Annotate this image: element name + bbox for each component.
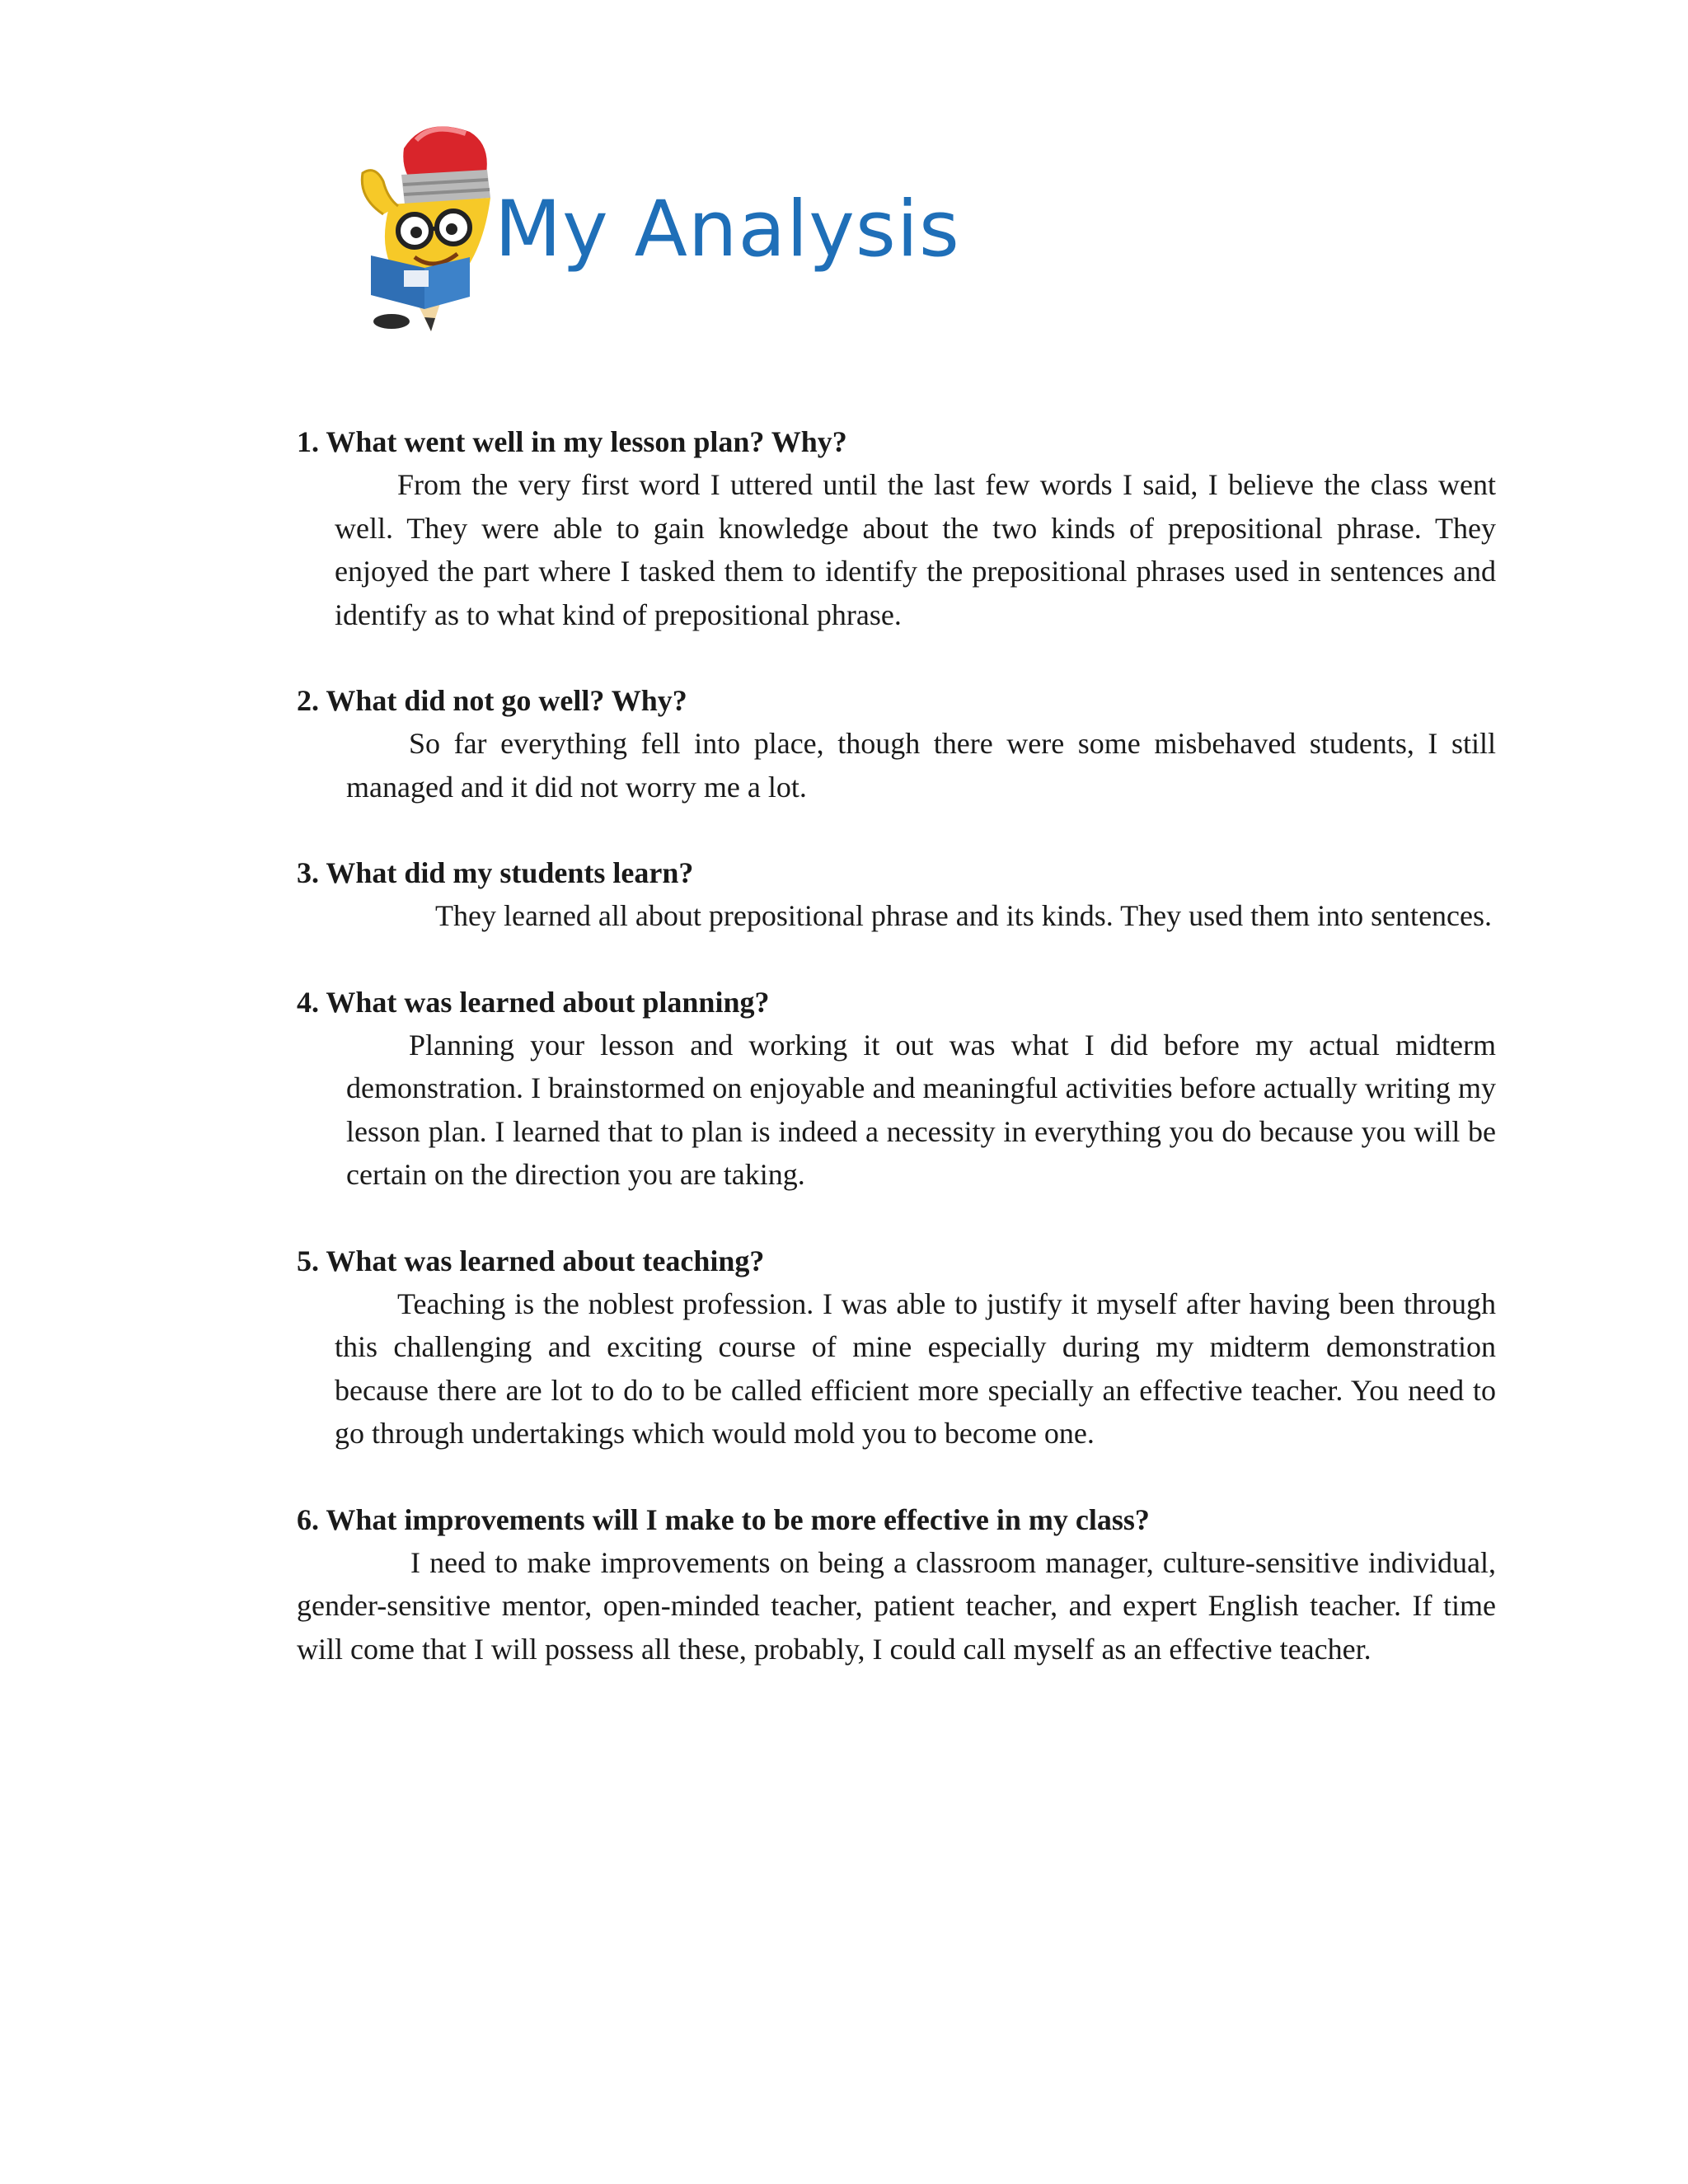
answer-paragraph: So far everything fell into place, though there were some misbehaved students, I still managed and it did not worry me a lot. xyxy=(346,727,1496,804)
question-heading: 6. What improvements will I make to be more effective in my class? xyxy=(297,1502,1150,1536)
question-heading: 4. What was learned about planning? xyxy=(297,985,770,1019)
question-heading: 3. What did my students learn? xyxy=(297,856,694,889)
list-item xyxy=(297,981,1496,1197)
question-heading: 1. What went well in my lesson plan? Why? xyxy=(297,425,847,458)
analysis-list xyxy=(297,420,1496,1713)
question-heading: 5. What was learned about teaching? xyxy=(297,1244,765,1277)
answer-paragraph: Teaching is the noblest profession. I was able to justify it myself after having been through this challenging and exciting course of mine especially during my midterm demonstration because there are lot to do to be called efficient more specially an effective teacher. You need to go through undertakings which would mold you to become one. xyxy=(335,1286,1496,1450)
question-heading: 2. What did not go well? Why? xyxy=(297,684,687,717)
answer-paragraph: I need to make improvements on being a classroom manager, culture-sensitive individual, gender-sensitive mentor, open-minded teacher, patient teacher, and expert English teacher. If time will come that I will possess all these, probably, I could call myself as an effective teacher. xyxy=(297,1545,1496,1666)
answer-paragraph: They learned all about prepositional phrase and its kinds. They used them into sentences. xyxy=(435,899,1493,932)
list-item xyxy=(297,420,1496,636)
page-title: My Analysis xyxy=(495,185,960,274)
answer-paragraph: From the very first word I uttered until the last few words I said, I believe the class went well. They were able to gain knowledge about the two kinds of prepositional phrase. They enjoyed the part where I tasked them to identify the prepositional phrases used in sentences and identify as to what kind of prepositional phrase. xyxy=(335,468,1496,631)
list-item xyxy=(297,679,1496,808)
pencil-mascot-icon xyxy=(326,115,515,338)
answer-paragraph: Planning your lesson and working it out was what I did before my actual midterm demonstration. I brainstormed on enjoyable and meaningful activities before actually writing my lesson plan. I learned that to plan is indeed a necessity in everything you do because you will be certain on the direction you are taking. xyxy=(346,1028,1496,1191)
list-item xyxy=(297,1498,1496,1671)
list-item xyxy=(297,851,1496,938)
list-item xyxy=(297,1240,1496,1455)
